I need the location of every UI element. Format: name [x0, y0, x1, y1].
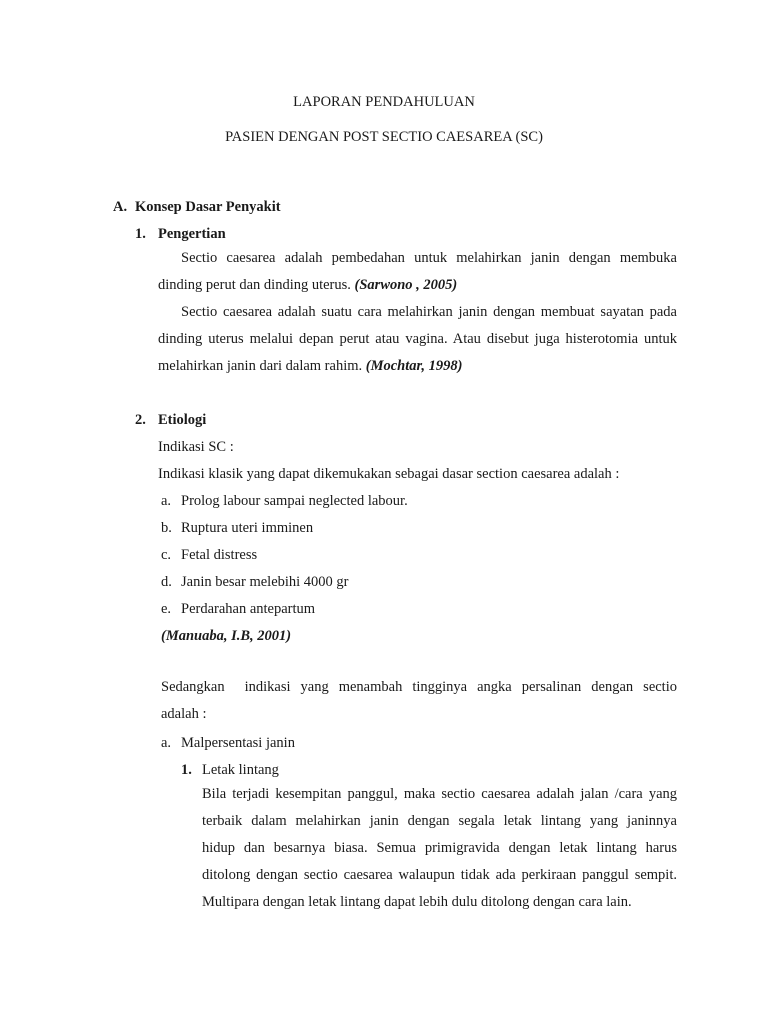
sub-list-marker: a. [161, 735, 172, 751]
paragraph-line: terbaik dalam melahirkan janin dengan segala letak lintang yang janinnya [202, 813, 677, 829]
list-item: Fetal distress [181, 547, 258, 563]
list-item: Perdarahan antepartum [181, 601, 316, 617]
indikasi-label: Indikasi SC : [158, 439, 234, 455]
paragraph-line-with-cite [158, 353, 677, 380]
paragraph-line-with-cite [158, 272, 677, 299]
paragraph-line: Sectio caesarea adalah pembedahan untuk melahirkan janin dengan membuka [181, 250, 677, 266]
paragraph-line: hidup dan besarnya biasa. Semua primigravida dengan letak lintang harus [202, 840, 677, 856]
pengertian-paragraph-2 [158, 299, 677, 380]
item-1-marker: 1. [135, 226, 146, 242]
section-a-heading: Konsep Dasar Penyakit [135, 199, 281, 215]
nested-list-item: Letak lintang [202, 762, 279, 778]
item-2-marker: 2. [135, 412, 146, 428]
paragraph-line: adalah : [161, 706, 207, 722]
item-1-heading: Pengertian [158, 226, 226, 242]
section-a-marker: A. [113, 199, 128, 215]
paragraph-line: Multipara dengan letak lintang dapat lebih dulu ditolong dengan cara lain. [202, 894, 632, 910]
list-item-marker: c. [161, 547, 172, 563]
paragraph-line: Sedangkan indikasi yang menambah tingginya angka persalinan dengan sectio [161, 679, 677, 695]
document-title: LAPORAN PENDAHULUAN [293, 94, 475, 110]
citation: (Manuaba, I.B, 2001) [161, 628, 292, 644]
sub-list-item: Malpersentasi janin [181, 735, 295, 751]
document-subtitle: PASIEN DENGAN POST SECTIO CAESAREA (SC) [225, 129, 543, 145]
indikasi-intro: Indikasi klasik yang dapat dikemukakan sebagai dasar section caesarea adalah : [158, 466, 620, 482]
letak-lintang-paragraph [202, 781, 677, 916]
list-item-marker: d. [161, 574, 172, 590]
paragraph-line: Bila terjadi kesempitan panggul, maka sectio caesarea adalah jalan /cara yang [202, 786, 677, 802]
paragraph-line: ditolong dengan sectio caesarea walaupun tidak ada perkiraan panggul sempit. [202, 867, 677, 883]
list-item: Janin besar melebihi 4000 gr [181, 574, 349, 590]
nested-list-marker: 1. [181, 762, 192, 778]
list-item: Ruptura uteri imminen [181, 520, 314, 536]
list-item: Prolog labour sampai neglected labour. [181, 493, 408, 509]
list-item-marker: a. [161, 493, 172, 509]
citation: (Mochtar, 1998) [365, 358, 463, 374]
paragraph-line: dinding perut dan dinding uterus. [158, 277, 351, 293]
list-item-marker: e. [161, 601, 172, 617]
paragraph-line: melahirkan janin dari dalam rahim. [158, 358, 363, 374]
item-2-heading: Etiologi [158, 412, 207, 428]
pengertian-paragraph-1 [158, 245, 677, 299]
citation: (Sarwono , 2005) [354, 277, 458, 293]
list-item-marker: b. [161, 520, 172, 536]
paragraph-line: dinding uterus melalui depan perut atau vagina. Atau disebut juga histerotomia untuk [158, 331, 677, 347]
paragraph-line: Sectio caesarea adalah suatu cara melahirkan janin dengan membuat sayatan pada [181, 304, 677, 320]
sedangkan-paragraph [161, 674, 677, 728]
